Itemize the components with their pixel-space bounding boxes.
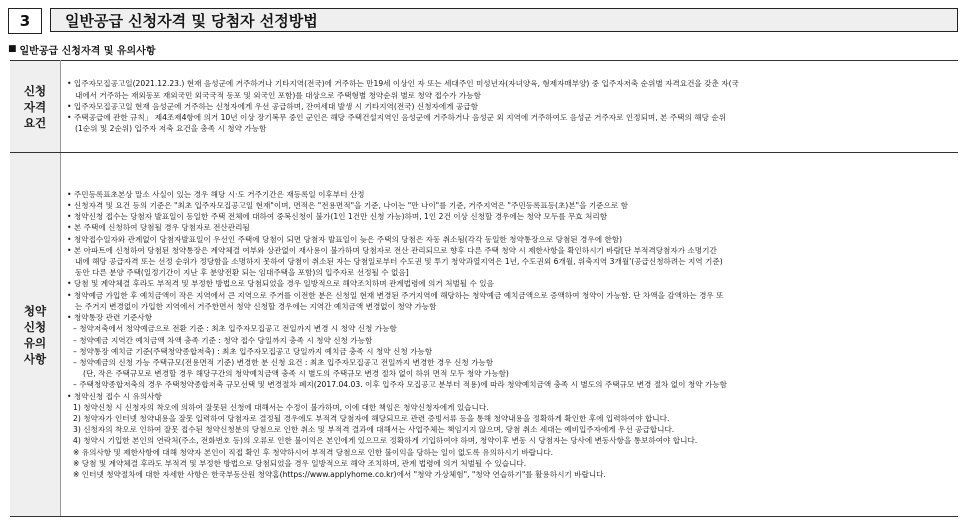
content-line: • 입주자모집공고일 현재 음성군에 거주하는 신청자에게 우선 공급하며, 잔여세대 발생 시 기타지역(전국) 신청자에게 공급함: [67, 101, 478, 111]
row-label-eligibility: [10, 61, 61, 153]
content-line: • 주택공급에 관한 규칙」 제4조제4항에 의거 10년 이상 장기복무 중인 군인은 해당 주택건설지역인 음성군에 거주하거나 음성군 외 지역에 거주하여도 음성군 거주자로 인정되며, 본 주택의 해당 순위: [67, 113, 726, 123]
row-label-notes: [10, 153, 61, 517]
content-line: – 주택청약종합저축의 경우 주택청약종합저축 규모선택 및 변경절차 폐지(2017.04.03. 이후 입주자 모집공고 분부터 적용)에 따라 청약예치금액 충족 시 별도의 주택규모 변경 절차 없이 청약 가능함: [73, 380, 727, 390]
row-label-line: 신청: [23, 319, 47, 334]
content-line: – 청약예금의 신청 가능 주택규모(전용면적 기준) 변경한 분 신청 요건 : 최초 입주자모집공고 전일까지 변경한 경우 신청 가능함: [73, 357, 494, 367]
row-label-line: 자격: [23, 99, 47, 114]
content-line: 내에서 거주하는 재외동포 재외국민 외국국적 동포 및 외국인 포함)를 대상으로 주택형별 청약순위 별로 청약 접수가 가능함: [75, 90, 481, 100]
row-content-eligibility: [61, 61, 959, 153]
row-label-line: 유의: [23, 335, 47, 350]
eligibility-table: [10, 60, 958, 517]
content-line: 동안 다른 분양 주택(일정기간이 지난 후 분양전환 되는 임대주택을 포함)의 입주자로 선정될 수 없음]: [75, 268, 409, 278]
row-label-line: 신청: [23, 83, 47, 98]
content-line: • 청약예금 가입한 후 예치금액이 작은 지역에서 큰 지역으로 주거를 이전한 분은 신청일 현재 변경된 주거지역에 해당하는 청약예금 예치금액으로 증액하여 청약이 가능함. 단 차액을 감액하는 경우 또: [67, 290, 724, 300]
row-content-notes: [61, 153, 959, 517]
content-line: • 신청자격 및 요건 등의 기준은 "최초 입주자모집공고일 현재"이며, 면적은 "전용면적"을 기준, 나이는 "만 나이"를 기준, 거주지역은 "주민등록표등(초)본"을 기준으로 함: [67, 201, 628, 211]
row-label-line: 사항: [23, 351, 47, 366]
content-line: • 청약신청 접수는 당첨자 발표일이 동일한 주택 전체에 대하여 중복신청이 불가(1인 1건만 신청 가능)하며, 1인 2건 이상 신청할 경우에는 청약 모두를 무효 처리함: [67, 212, 608, 222]
content-line: (1순위 및 2순위) 입주자 저축 요건을 충족 시 청약 가능함: [75, 124, 267, 134]
content-line: • 당첨 및 계약체결 후라도 부적격 및 부정한 방법으로 당첨되었을 경우 일방적으로 해약조치하며 관계법령에 의거 처벌될 수 있음: [67, 279, 494, 289]
section-header: [8, 8, 958, 34]
content-line: • 청약통장 관련 기준사항: [67, 313, 153, 323]
content-line: • 청약접수일자와 관계없이 당첨자발표일이 우선인 주택에 당첨이 되면 당첨자 발표일이 늦은 주택의 당첨은 자동 취소됨(각각 동일한 청약통장으로 당첨된 경우에 한함): [67, 234, 623, 244]
content-line: • 본 아파트에 신청하여 당첨된 청약통장은 계약체결 여부와 상관없이 재사용이 불가하며 당첨자로 전산 관리되므로 향후 다른 주택 청약 시 제한사항을 확인하시기 바람[단 부적격당첨자가 소명기간: [67, 245, 717, 255]
content-line: • 본 주택에 신청하여 당첨될 경우 당첨자로 전산관리됨: [67, 223, 250, 233]
table-row-notes: [10, 153, 958, 517]
content-line: (단, 작은 주택규모로 변경할 경우 해당구간의 청약예치금액 충족 시 별도의 주택규모 변경 절차 없이 하위 면적 모두 청약 가능함): [83, 369, 509, 379]
content-line: • 주민등록표초본상 말소 사실이 있는 경우 해당 시·도 거주기간은 재등록일 이후부터 산정: [67, 189, 365, 199]
content-line: – 청약통장 예치금 기준(주택청약종합저축) : 최초 입주자모집공고 당일까지 예치금 충족 시 청약 신청 가능함: [73, 346, 433, 356]
content-line: 는 주거지 변경없이 가입한 지역에서 거주한면서 청약 신청할 경우에는 지역간 예치금액 변경없이 청약 가능함: [75, 301, 437, 311]
content-line: 내에 해당 공급자격 또는 선정 순위가 정당함을 소명하지 못하여 당첨이 취소된 자는 당첨일로부터 수도권 및 투기 청약과열지역은 1년, 수도권외 6개월, 위축지역 3개월'(공급신청하려는 지역 기준): [75, 257, 723, 267]
section-number: 3: [8, 8, 42, 34]
content-line: ※ 당첨 및 계약체결 후라도 부적격 및 부정한 방법으로 당첨되었을 경우 일방적으로 해약 조치하며, 관계 법령에 의거 처벌될 수 있습니다.: [73, 458, 527, 468]
content-line: ※ 유의사항 및 제한사항에 대해 청약자 본인이 직접 확인 후 청약하시어 부적격 당첨으로 인한 불이익을 당하는 일이 없도록 유의하시기 바랍니다.: [73, 447, 554, 457]
row-label-line: 청약: [23, 303, 47, 318]
content-line: 3) 신청자의 착오로 인하여 잘못 접수된 청약신청분의 당첨으로 인한 취소 및 부적격 결과에 대해서는 사업주체는 책임지지 않으며, 당첨 취소 세대는 예비입주자에게 우선 공급합니다.: [73, 425, 675, 435]
content-line: 1) 청약신청 시 신청자의 착오에 의하여 잘못된 신청에 대해서는 수정이 불가하며, 이에 대한 책임은 청약신청자에게 있습니다.: [73, 402, 489, 412]
section-title: 일반공급 신청자격 및 당첨자 선정방법: [50, 8, 958, 32]
content-line: • 청약신청 접수 시 유의사항: [67, 391, 162, 401]
content-line: ※ 인터넷 청약절차에 대한 자세한 사항은 한국부동산원 청약홈(https://www.applyhome.co.kr)에서 "청약 가상체험", "청약 연습하기"를 활용하시기 바랍니다.: [73, 469, 606, 479]
square-bullet-icon: ■: [8, 44, 17, 54]
content-line: 4) 청약시 기입한 본인의 연락처(주소, 전화번호 등)의 오류로 인한 불이익은 본인에게 있으므로 정확하게 기입하여야 하며, 청약이후 변동 시 당첨자는 당사에 변동사항을 통보하여야 합니다.: [73, 436, 698, 446]
table-row-eligibility: [10, 61, 958, 153]
row-label-line: 요건: [23, 115, 47, 130]
subheading: [8, 42, 156, 56]
content-line: 2) 청약자가 인터넷 청약내용을 잘못 입력하여 당첨자로 결정될 경우에도 부적격 당첨자에 해당되므로 관련 증빙서류 등을 통해 청약내용을 정확하게 확인한 후에 입력하여야 합니다.: [73, 413, 670, 423]
content-line: – 청약예금 지역간 예치금액 차액 충족 기준 : 청약 접수 당일까지 충족 시 청약 신청 가능함: [73, 335, 373, 345]
subheading-text: 일반공급 신청자격 및 유의사항: [19, 45, 156, 57]
content-line: – 청약저축에서 청약예금으로 전환 기준 : 최초 입주자모집공고 전일까지 변경 시 청약 신청 가능함: [73, 324, 397, 334]
content-line: • 입주자모집공고일(2021.12.23.) 현재 음성군에 거주하거나 기타지역(전국)에 거주하는 만19세 이상인 자 또는 세대주인 미성년자(자녀양육, 형제자매부양) 중 입주자저축 순위별 자격요건을 갖춘 자(국: [67, 79, 739, 89]
